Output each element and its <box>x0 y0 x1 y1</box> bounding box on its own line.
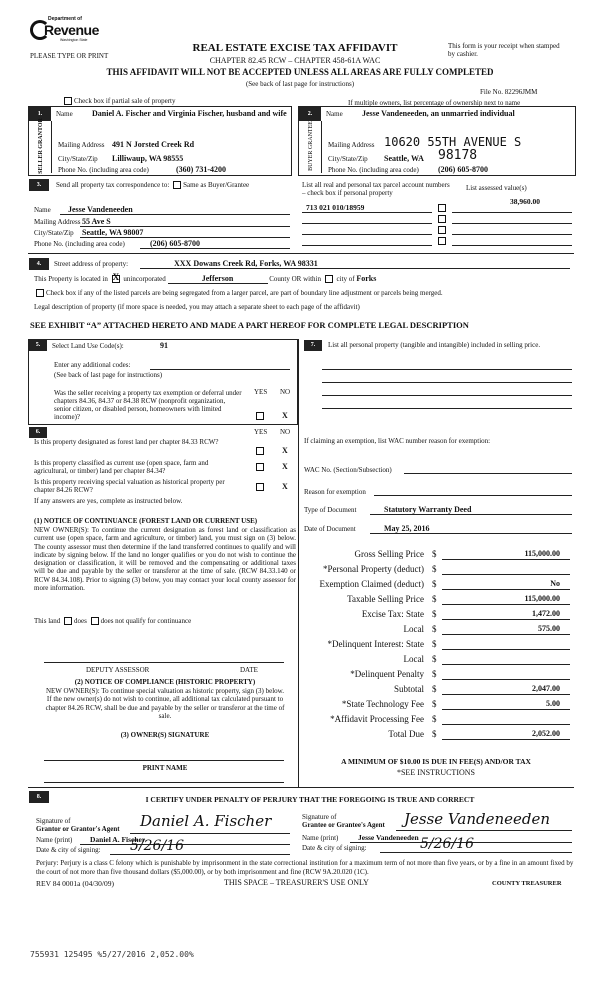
additional-line <box>150 369 290 370</box>
see-instructions: *SEE INSTRUCTIONS <box>396 768 475 777</box>
tax-row-label: Gross Selling Price <box>354 549 424 559</box>
tax-row-line <box>442 559 570 560</box>
wac-no-label: WAC No. (Section/Subsection) <box>304 466 392 474</box>
additional-codes: Enter any additional codes: <box>54 361 131 369</box>
tax-row-currency: $ <box>432 594 437 604</box>
s3-phone-label: Phone No. (including area code) <box>34 240 125 248</box>
tax-row-currency: $ <box>432 699 437 709</box>
grantor-signature: Daniel A. Fischer <box>140 812 272 830</box>
does-not-label: does not qualify for continuance <box>100 617 192 625</box>
tax-row-line <box>442 724 570 725</box>
q-forest-no-x: X <box>282 446 288 455</box>
street-line <box>140 268 570 269</box>
owner-sig-label: (3) OWNER(S) SIGNATURE <box>120 731 210 739</box>
s3-name-line <box>60 214 290 215</box>
buyer-num: 2. <box>299 107 321 121</box>
personal-checkbox-1[interactable] <box>438 204 446 212</box>
tax-row-line <box>442 739 570 740</box>
parcel-number: 713 021 010/18959 <box>306 203 365 212</box>
seller-side-label: SELLER GRANTOR <box>38 118 44 174</box>
seller-addr: 491 N Jorsted Creek Rd <box>112 140 195 149</box>
doc-date-label: Date of Document <box>304 525 356 533</box>
if-yes: If any answers are yes, complete as instructed below. <box>34 497 183 505</box>
grantee-name: Jesse Vandeneeden <box>358 833 419 842</box>
buyer-name: Jesse Vandeneeden, an unmarried individual <box>362 109 515 118</box>
tax-row-line <box>442 574 570 575</box>
see-back: (See back of last page for instructions) <box>245 80 355 88</box>
tax-row-value: 5.00 <box>546 699 560 708</box>
assessed-line-3 <box>452 234 572 235</box>
send-label: Send all property tax correspondence to: <box>56 181 170 189</box>
section7-num: 7. <box>304 340 322 351</box>
q-current-use-yes[interactable] <box>256 463 264 471</box>
q-exempt: Was the seller receiving a property tax exemption or deferral under chapters 84.36, 84.37 or 84.38 RCW (nonprofit organization, senior citizen, or disabled person, homeowners with limited income)? <box>54 389 242 421</box>
doc-type-line <box>370 514 572 515</box>
please-type: PLEASE TYPE OR PRINT <box>30 52 109 60</box>
tax-row <box>300 666 572 681</box>
parcel-line-2 <box>302 223 432 224</box>
q-historic-yes[interactable] <box>256 483 264 491</box>
tax-row-label: Local <box>403 654 424 664</box>
s3-phone-line <box>140 248 290 249</box>
tax-row-value: No <box>550 579 560 588</box>
parcel-line-1 <box>302 212 432 213</box>
tax-row-value: 115,000.00 <box>524 594 560 603</box>
buyer-addr: 10620 55TH AVENUE S <box>384 135 522 149</box>
q-exempt-yes[interactable] <box>256 412 264 420</box>
personal-line-4 <box>322 408 572 409</box>
rev-label: REV 84 0001a (04/30/09) <box>36 879 114 888</box>
tax-row <box>300 711 572 726</box>
tax-row-line <box>442 709 570 710</box>
buyer-addr-label: Mailing Address <box>328 141 375 149</box>
tax-row-label: Taxable Selling Price <box>347 594 424 604</box>
s3-city-label: City/State/Zip <box>34 229 74 237</box>
print-name-line <box>44 782 284 783</box>
city-checkbox[interactable] <box>325 275 333 283</box>
partial-sale-checkbox[interactable] <box>64 97 72 105</box>
tax-row <box>300 576 572 591</box>
parcel-line-4 <box>302 245 432 246</box>
tax-row-currency: $ <box>432 654 437 664</box>
section3-send <box>56 181 249 189</box>
seller-name: Daniel A. Fischer and Virginia Fischer, husband and wife <box>92 109 287 118</box>
section5-num: 5. <box>29 340 47 351</box>
tax-row <box>300 546 572 561</box>
street-label: Street address of property: <box>54 260 129 268</box>
personal-checkbox-3[interactable] <box>438 226 446 234</box>
form-chapter: CHAPTER 82.45 RCW – CHAPTER 458-61A WAC <box>209 56 381 65</box>
personal-prop: List all personal property (tangible and intangible) included in selling price. <box>328 341 541 349</box>
seller-phone: (360) 731-4200 <box>176 165 226 174</box>
deputy-date-label: DATE <box>240 666 258 674</box>
tax-row-line <box>442 664 570 665</box>
s8-top-rule <box>28 787 574 788</box>
same-as-label: Same as Buyer/Grantee <box>183 181 250 189</box>
personal-line-3 <box>322 395 572 396</box>
deputy-label: DEPUTY ASSESSOR <box>86 666 150 674</box>
segregated-row <box>34 289 574 297</box>
segregated-checkbox[interactable] <box>36 289 44 297</box>
buyer-city-label: City/State/Zip <box>328 155 368 163</box>
notice2-body: NEW OWNER(S): To continue special valuation as historic property, sign (3) below. If the new owner(s) do not wish to continue, all additional tax calculated pursuant to chapter 84.26 RCW, shall be due and payable by the seller or transferor at the time of sale. <box>45 687 285 720</box>
notice1-body: NEW OWNER(S): To continue the current designation as forest land or classification as current use (open space, farm and agriculture, or timber) land, you must sign on (3) below. The county assessor must then determine if the land transferred continues to qualify and will indicate by signing below. If the land no longer qualifies or you do not wish to continue the designation or classification, it will be removed and the compensating or additional taxes will be due and payable by the seller or transferor at the time of sale. (RCW 84.33.140 or RCW 84.34.108). Prior to signing (3) below, you may contact your local county assessor for more information. <box>34 526 296 593</box>
notice2-title: (2) NOTICE OF COMPLIANCE (HISTORIC PROPERTY) <box>74 678 256 686</box>
logo-line1: Department of <box>48 16 82 22</box>
treasurer-space: THIS SPACE – TREASURER'S USE ONLY <box>224 878 369 887</box>
grantor-sig-of: Signature of <box>36 817 71 825</box>
receipt-stamp: 755931 125495 %5/27/2016 2,052.00% <box>30 950 194 959</box>
tax-row-value: 1,472.00 <box>532 609 560 618</box>
buyer-city: Seattle, WA <box>384 154 424 163</box>
street-address: XXX Dowans Creek Rd, Forks, WA 98331 <box>174 259 318 268</box>
tax-row-line <box>442 679 570 680</box>
grantor-name-line <box>80 844 290 845</box>
located-label: This Property is located in <box>34 275 108 283</box>
this-land-label: This land <box>34 617 61 625</box>
s5-no: NO <box>280 388 291 396</box>
not-accepted: THIS AFFIDAVIT WILL NOT BE ACCEPTED UNLESS ALL AREAS ARE FULLY COMPLETED <box>106 67 494 77</box>
tax-row-label: Subtotal <box>393 684 424 694</box>
buyer-side-label: BUYER GRANTEE <box>308 121 314 171</box>
q-historic: Is this property receiving special valuation as historical property per chapter 84.26 RCW? <box>34 478 225 494</box>
seller-phone-label: Phone No. (including area code) <box>58 166 149 174</box>
tax-row <box>300 726 572 741</box>
tax-row-label: *Delinquent Interest: State <box>327 639 424 649</box>
land-use-code: 91 <box>160 341 168 350</box>
s3-phone: (206) 605-8700 <box>150 239 200 248</box>
partial-sale-label: Check box if partial sale of property <box>74 97 176 105</box>
tax-row <box>300 636 572 651</box>
parcel-header: List all real and personal tax parcel account numbers – check box if personal property <box>302 181 450 197</box>
s3-city-line <box>80 237 290 238</box>
does-not-checkbox[interactable] <box>91 617 99 625</box>
s6-yes: YES <box>254 428 268 436</box>
assessed-value: 38,960.00 <box>510 197 540 206</box>
tax-row-label: Total Due <box>388 729 424 739</box>
assessed-line-2 <box>452 223 572 224</box>
reason-label: Reason for exemption <box>304 488 366 496</box>
grantor-date-line <box>110 854 290 855</box>
q-forest-yes[interactable] <box>256 447 264 455</box>
s4-top-rule <box>28 253 574 254</box>
owner-sig-line <box>44 760 284 761</box>
exemption-wac: If claiming an exemption, list WAC number reason for exemption: <box>304 437 491 445</box>
buyer-phone: (206) 605-8700 <box>438 165 488 174</box>
grantee-agent: Grantee or Grantee's Agent <box>302 821 385 829</box>
grantor-name-label: Name (print) <box>36 836 73 844</box>
grantor-date-label: Date & city of signing: <box>36 846 101 854</box>
assessed-line-1 <box>452 212 572 213</box>
tax-row-line <box>442 634 570 635</box>
reason-line <box>374 495 572 496</box>
personal-checkbox-2[interactable] <box>438 215 446 223</box>
grantor-date: 5/26/16 <box>130 838 184 854</box>
q-current-use: Is this property classified as current use (open space, farm and agricultural, or timber) land per chapter 84.34? <box>34 459 209 475</box>
s3-city: Seattle, WA 98007 <box>82 228 144 237</box>
seller-city-label: City/State/Zip <box>58 155 98 163</box>
tax-row-line <box>442 589 570 590</box>
unincorporated-label: unincorporated <box>123 275 166 283</box>
q-current-use-no-x: X <box>282 462 288 471</box>
legal-desc: Legal description of property (if more space is needed, you may attach a separate sheet to each page of the affidavit) <box>34 303 360 311</box>
tax-row-line <box>442 619 570 620</box>
grantee-sig-line <box>396 830 572 831</box>
tax-row <box>300 651 572 666</box>
segregated-text: Check box if any of the listed parcels are being segregated from a larger parcel, are part of boundary line adjustment or parcels being merged. <box>46 289 443 297</box>
exhibit-a: SEE EXHIBIT “A” ATTACHED HERETO AND MADE A PART HEREOF FOR COMPLETE LEGAL DESCRIPTION <box>30 320 469 330</box>
seller-side <box>29 118 52 174</box>
doc-type-label: Type of Document <box>304 506 357 514</box>
notice1-title: (1) NOTICE OF CONTINUANCE (FOREST LAND OR CURRENT USE) <box>34 517 258 525</box>
section8-num: 8. <box>29 791 49 803</box>
q-forest: Is this property designated as forest land per chapter 84.33 RCW? <box>34 438 219 446</box>
tax-row-currency: $ <box>432 684 437 694</box>
deputy-line <box>44 662 284 663</box>
tax-row-line <box>442 604 570 605</box>
print-name-label: PRINT NAME <box>142 764 188 772</box>
q-exempt-no-x: X <box>282 411 288 420</box>
grantee-date-line <box>380 852 572 853</box>
tax-row-label: *Personal Property (deduct) <box>323 564 424 574</box>
tax-row-currency: $ <box>432 564 437 574</box>
receipt-note: This form is your receipt when stamped by cashier. <box>448 42 560 58</box>
grantor-name: Daniel A. Fischer <box>90 835 146 844</box>
tax-row-line <box>442 694 570 695</box>
grantee-date-label: Date & city of signing: <box>302 844 367 852</box>
tax-row <box>300 681 572 696</box>
grantee-sig-of: Signature of <box>302 813 337 821</box>
section3-num: 3. <box>29 179 49 191</box>
tax-row-currency: $ <box>432 669 437 679</box>
grantor-agent: Grantor or Grantor's Agent <box>36 825 120 833</box>
tax-row-value: 115,000.00 <box>524 549 560 558</box>
grantee-name-label: Name (print) <box>302 834 339 842</box>
dor-logo <box>30 14 100 46</box>
tax-row-value: 575.00 <box>538 624 560 633</box>
section6-num: 6. <box>29 427 47 438</box>
grantee-signature: Jesse Vandeneeden <box>404 810 551 828</box>
tax-row-label: Excise Tax: State <box>361 609 424 619</box>
county-name: Jefferson <box>168 274 268 284</box>
city-of-label: city of <box>336 275 355 283</box>
buyer-phone-label: Phone No. (including area code) <box>328 166 419 174</box>
tax-row-value: 2,052.00 <box>532 729 560 738</box>
col-divider <box>298 339 299 787</box>
section4-num: 4. <box>29 258 49 270</box>
wac-no-line <box>404 473 572 474</box>
does-checkbox[interactable] <box>64 617 72 625</box>
parcel-line-3 <box>302 234 432 235</box>
doc-type: Statutory Warranty Deed <box>384 505 472 514</box>
tax-row-currency: $ <box>432 609 437 619</box>
file-no: File No. 82296JMM <box>480 88 538 96</box>
multiple-owners: If multiple owners, list percentage of ownership next to name <box>348 99 521 107</box>
land-use-label: Select Land Use Code(s): <box>52 342 124 350</box>
minimum-due: A MINIMUM OF $10.00 IS DUE IN FEE(S) AND/OR TAX <box>341 757 531 766</box>
tax-row-value: 2,047.00 <box>532 684 560 693</box>
s6-no: NO <box>280 428 291 436</box>
same-as-checkbox[interactable] <box>173 181 181 189</box>
seller-num: 1. <box>29 107 51 121</box>
s3-name-label: Name <box>34 206 51 214</box>
assessed-line-4 <box>452 245 572 246</box>
tax-row-currency: $ <box>432 579 437 589</box>
certify: I CERTIFY UNDER PENALTY OF PERJURY THAT THE FOREGOING IS TRUE AND CORRECT <box>145 795 475 804</box>
s3-name: Jesse Vandeneeden <box>68 205 133 214</box>
unincorporated-checkbox[interactable]: X <box>112 272 120 283</box>
tax-row-line <box>442 649 570 650</box>
tax-row-label: *Delinquent Penalty <box>350 669 424 679</box>
tax-row-label: *Affidavit Processing Fee <box>330 714 424 724</box>
logo-line3: Washington State <box>60 38 88 42</box>
county-treasurer: COUNTY TREASURER <box>492 880 562 887</box>
tax-row-label: Local <box>403 624 424 634</box>
seller-city: Lilliwaup, WA 98555 <box>112 154 184 163</box>
partial-sale <box>62 97 175 105</box>
s3-addr-line <box>80 226 290 227</box>
perjury: Perjury: Perjury is a class C felony which is punishable by imprisonment in the state correctional institution for a maximum term of not more than five years, or by a fine in an amount fixed by the court of not more than five thousand dollars ($5,000.00), or by both imprisonment and fine (RCW 9A.20.020 (1C). <box>36 859 574 876</box>
doc-date: May 25, 2016 <box>384 524 430 533</box>
tax-row <box>300 561 572 576</box>
form-title: REAL ESTATE EXCISE TAX AFFIDAVIT <box>192 42 398 54</box>
personal-line-1 <box>322 369 572 370</box>
personal-line-2 <box>322 382 572 383</box>
tax-table <box>300 546 572 741</box>
grantor-sig-line <box>130 833 290 834</box>
s5-yes: YES <box>254 388 268 396</box>
s3-addr-label: Mailing Address <box>34 218 81 226</box>
tax-row <box>300 621 572 636</box>
buyer-side <box>299 121 322 173</box>
assessed-header: List assessed value(s) <box>466 184 527 192</box>
seller-name-label: Name <box>56 110 73 118</box>
s3-addr: 55 Ave S <box>82 217 111 226</box>
tax-row-label: *State Technology Fee <box>341 699 424 709</box>
doc-date-line <box>370 533 572 534</box>
this-land-row <box>34 617 191 625</box>
tax-row-currency: $ <box>432 714 437 724</box>
tax-row <box>300 606 572 621</box>
tax-row-currency: $ <box>432 729 437 739</box>
buyer-zip: 98178 <box>438 148 478 163</box>
grantee-date: 5/26/16 <box>420 836 474 852</box>
q-historic-no-x: X <box>282 482 288 491</box>
tax-row-currency: $ <box>432 624 437 634</box>
buyer-name-label: Name <box>326 110 343 118</box>
tax-row <box>300 696 572 711</box>
does-label: does <box>74 617 87 625</box>
seller-addr-label: Mailing Address <box>58 141 105 149</box>
tax-row-currency: $ <box>432 549 437 559</box>
city-name: Forks <box>356 274 377 283</box>
tax-row-label: Exemption Claimed (deduct) <box>319 579 424 589</box>
located-row <box>34 274 376 284</box>
s5-see-back: (See back of last page for instructions) <box>54 371 163 379</box>
tax-row <box>300 591 572 606</box>
personal-checkbox-4[interactable] <box>438 237 446 245</box>
county-or-label: County OR within <box>269 275 321 283</box>
tax-row-currency: $ <box>432 639 437 649</box>
logo-word: Revenue <box>44 22 99 38</box>
